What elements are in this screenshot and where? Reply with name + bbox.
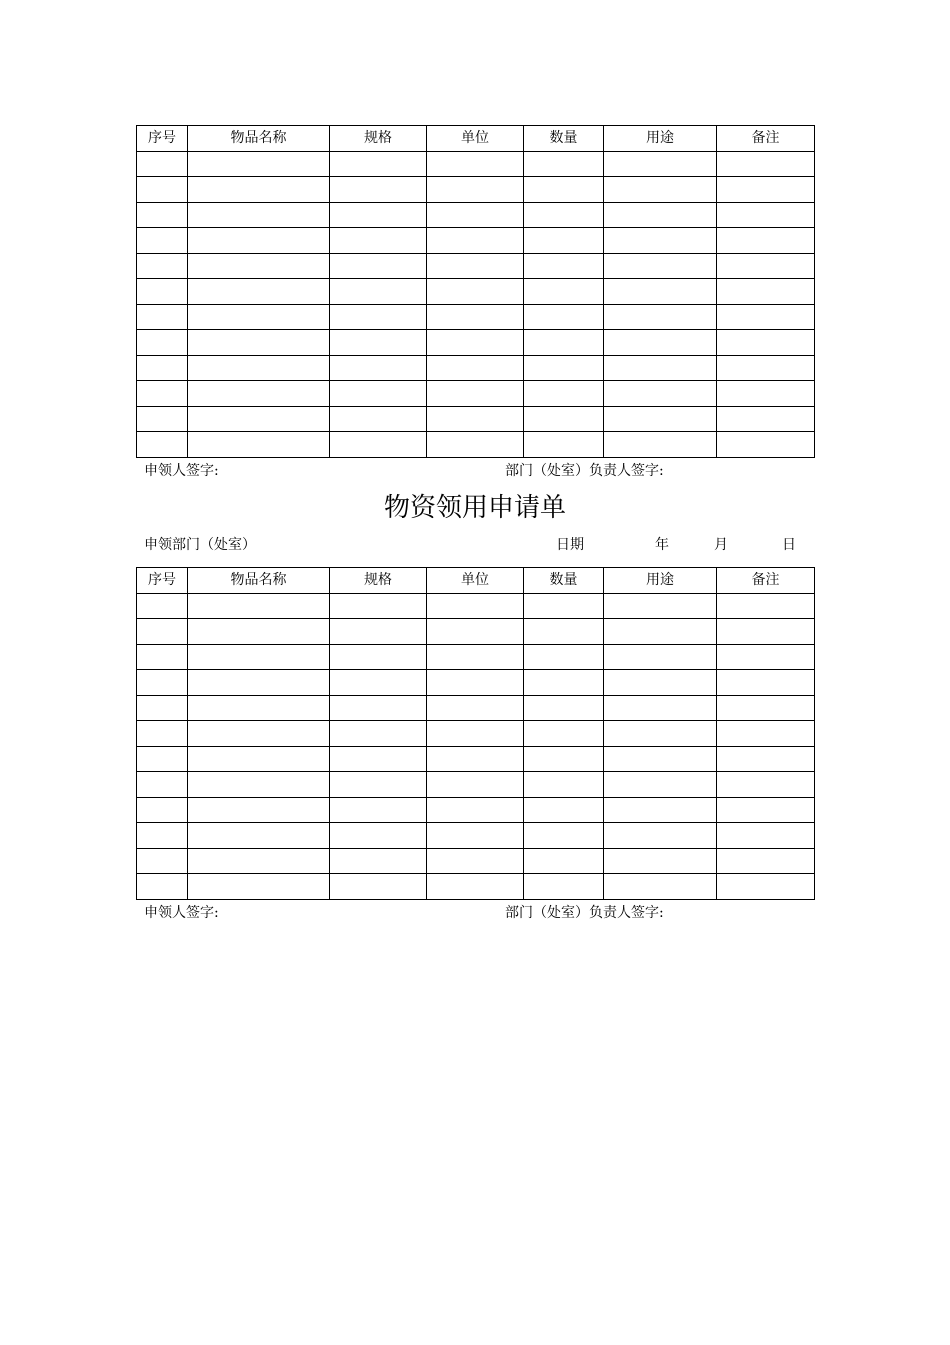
cell-index[interactable] xyxy=(137,823,188,849)
col-header-remarks: 备注 xyxy=(717,126,815,152)
cell-unit[interactable] xyxy=(427,619,524,645)
cell-purpose[interactable] xyxy=(604,644,717,670)
cell-spec[interactable] xyxy=(330,797,427,823)
col-header-index: 序号 xyxy=(137,126,188,152)
table-row xyxy=(137,874,815,900)
cell-unit[interactable] xyxy=(427,797,524,823)
month-label: 月 xyxy=(714,537,728,553)
cell-spec[interactable] xyxy=(330,644,427,670)
cell-purpose[interactable] xyxy=(604,670,717,696)
cell-quantity[interactable] xyxy=(524,253,604,279)
cell-remarks[interactable] xyxy=(717,304,815,330)
requisition-table-2 xyxy=(136,567,815,900)
cell-purpose[interactable] xyxy=(604,151,717,177)
table-header-row xyxy=(137,126,815,152)
cell-purpose[interactable] xyxy=(604,848,717,874)
head-signature-label-2: 部门（处室）负责人签字: xyxy=(505,905,664,921)
cell-purpose[interactable] xyxy=(604,721,717,747)
col-header-unit: 单位 xyxy=(427,126,524,152)
cell-index[interactable] xyxy=(137,330,188,356)
cell-remarks[interactable] xyxy=(717,797,815,823)
cell-spec[interactable] xyxy=(330,151,427,177)
cell-item-name[interactable] xyxy=(188,432,330,458)
cell-spec[interactable] xyxy=(330,619,427,645)
cell-spec[interactable] xyxy=(330,593,427,619)
cell-remarks[interactable] xyxy=(717,202,815,228)
table-row xyxy=(137,772,815,798)
cell-remarks[interactable] xyxy=(717,228,815,254)
cell-unit[interactable] xyxy=(427,593,524,619)
cell-remarks[interactable] xyxy=(717,355,815,381)
cell-unit[interactable] xyxy=(427,151,524,177)
cell-index[interactable] xyxy=(137,746,188,772)
table-row xyxy=(137,406,815,432)
cell-item-name[interactable] xyxy=(188,746,330,772)
cell-index[interactable] xyxy=(137,874,188,900)
cell-quantity[interactable] xyxy=(524,797,604,823)
cell-remarks[interactable] xyxy=(717,177,815,203)
cell-unit[interactable] xyxy=(427,355,524,381)
col-header-purpose: 用途 xyxy=(604,568,717,594)
cell-index[interactable] xyxy=(137,670,188,696)
cell-purpose[interactable] xyxy=(604,381,717,407)
cell-quantity[interactable] xyxy=(524,432,604,458)
cell-quantity[interactable] xyxy=(524,644,604,670)
cell-index[interactable] xyxy=(137,228,188,254)
cell-purpose[interactable] xyxy=(604,746,717,772)
cell-remarks[interactable] xyxy=(717,721,815,747)
department-label: 申领部门（处室） xyxy=(144,537,256,553)
cell-quantity[interactable] xyxy=(524,772,604,798)
col-header-unit: 单位 xyxy=(427,568,524,594)
cell-spec[interactable] xyxy=(330,670,427,696)
cell-unit[interactable] xyxy=(427,177,524,203)
form-title: 物资领用申请单 xyxy=(383,493,566,523)
cell-item-name[interactable] xyxy=(188,253,330,279)
cell-quantity[interactable] xyxy=(524,746,604,772)
cell-item-name[interactable] xyxy=(188,619,330,645)
day-label: 日 xyxy=(782,537,796,553)
cell-item-name[interactable] xyxy=(188,151,330,177)
cell-spec[interactable] xyxy=(330,432,427,458)
cell-quantity[interactable] xyxy=(524,304,604,330)
cell-quantity[interactable] xyxy=(524,848,604,874)
col-header-item-name: 物品名称 xyxy=(188,126,330,152)
cell-quantity[interactable] xyxy=(524,202,604,228)
table-header-row xyxy=(137,568,815,594)
cell-purpose[interactable] xyxy=(604,177,717,203)
cell-item-name[interactable] xyxy=(188,228,330,254)
cell-quantity[interactable] xyxy=(524,823,604,849)
cell-index[interactable] xyxy=(137,381,188,407)
cell-quantity[interactable] xyxy=(524,695,604,721)
col-header-index: 序号 xyxy=(137,568,188,594)
cell-quantity[interactable] xyxy=(524,874,604,900)
cell-spec[interactable] xyxy=(330,228,427,254)
col-header-quantity: 数量 xyxy=(524,568,604,594)
cell-remarks[interactable] xyxy=(717,746,815,772)
head-signature-label-1: 部门（处室）负责人签字: xyxy=(505,463,664,479)
cell-quantity[interactable] xyxy=(524,279,604,305)
cell-item-name[interactable] xyxy=(188,874,330,900)
cell-index[interactable] xyxy=(137,177,188,203)
col-header-remarks: 备注 xyxy=(717,568,815,594)
year-label: 年 xyxy=(655,537,669,553)
cell-item-name[interactable] xyxy=(188,797,330,823)
cell-spec[interactable] xyxy=(330,721,427,747)
table-row xyxy=(137,644,815,670)
cell-purpose[interactable] xyxy=(604,797,717,823)
cell-spec[interactable] xyxy=(330,406,427,432)
cell-unit[interactable] xyxy=(427,279,524,305)
cell-unit[interactable] xyxy=(427,721,524,747)
cell-spec[interactable] xyxy=(330,177,427,203)
cell-unit[interactable] xyxy=(427,695,524,721)
cell-quantity[interactable] xyxy=(524,151,604,177)
cell-unit[interactable] xyxy=(427,304,524,330)
cell-remarks[interactable] xyxy=(717,695,815,721)
table-row xyxy=(137,797,815,823)
cell-unit[interactable] xyxy=(427,381,524,407)
cell-remarks[interactable] xyxy=(717,644,815,670)
cell-quantity[interactable] xyxy=(524,721,604,747)
table-row xyxy=(137,619,815,645)
cell-remarks[interactable] xyxy=(717,823,815,849)
cell-unit[interactable] xyxy=(427,202,524,228)
cell-item-name[interactable] xyxy=(188,304,330,330)
cell-index[interactable] xyxy=(137,304,188,330)
cell-remarks[interactable] xyxy=(717,593,815,619)
table-body xyxy=(137,151,815,457)
cell-purpose[interactable] xyxy=(604,202,717,228)
cell-index[interactable] xyxy=(137,593,188,619)
cell-spec[interactable] xyxy=(330,330,427,356)
table-body xyxy=(137,593,815,899)
cell-purpose[interactable] xyxy=(604,406,717,432)
cell-quantity[interactable] xyxy=(524,355,604,381)
table-row xyxy=(137,593,815,619)
cell-item-name[interactable] xyxy=(188,695,330,721)
cell-spec[interactable] xyxy=(330,695,427,721)
cell-index[interactable] xyxy=(137,619,188,645)
cell-spec[interactable] xyxy=(330,874,427,900)
cell-spec[interactable] xyxy=(330,381,427,407)
cell-spec[interactable] xyxy=(330,746,427,772)
cell-spec[interactable] xyxy=(330,823,427,849)
cell-quantity[interactable] xyxy=(524,670,604,696)
cell-spec[interactable] xyxy=(330,279,427,305)
cell-remarks[interactable] xyxy=(717,279,815,305)
cell-spec[interactable] xyxy=(330,253,427,279)
cell-spec[interactable] xyxy=(330,202,427,228)
cell-index[interactable] xyxy=(137,202,188,228)
requisition-table-1 xyxy=(136,125,815,458)
col-header-item-name: 物品名称 xyxy=(188,568,330,594)
cell-unit[interactable] xyxy=(427,823,524,849)
cell-item-name[interactable] xyxy=(188,177,330,203)
table-row xyxy=(137,330,815,356)
cell-item-name[interactable] xyxy=(188,406,330,432)
cell-index[interactable] xyxy=(137,721,188,747)
cell-spec[interactable] xyxy=(330,304,427,330)
table-row xyxy=(137,695,815,721)
cell-unit[interactable] xyxy=(427,253,524,279)
col-header-spec: 规格 xyxy=(330,568,427,594)
cell-item-name[interactable] xyxy=(188,330,330,356)
cell-index[interactable] xyxy=(137,355,188,381)
cell-index[interactable] xyxy=(137,644,188,670)
cell-remarks[interactable] xyxy=(717,432,815,458)
col-header-spec: 规格 xyxy=(330,126,427,152)
cell-remarks[interactable] xyxy=(717,874,815,900)
cell-remarks[interactable] xyxy=(717,330,815,356)
cell-remarks[interactable] xyxy=(717,619,815,645)
cell-index[interactable] xyxy=(137,772,188,798)
cell-unit[interactable] xyxy=(427,670,524,696)
cell-index[interactable] xyxy=(137,253,188,279)
cell-purpose[interactable] xyxy=(604,695,717,721)
cell-item-name[interactable] xyxy=(188,848,330,874)
cell-unit[interactable] xyxy=(427,330,524,356)
col-header-purpose: 用途 xyxy=(604,126,717,152)
cell-quantity[interactable] xyxy=(524,593,604,619)
cell-index[interactable] xyxy=(137,848,188,874)
table-row xyxy=(137,746,815,772)
cell-remarks[interactable] xyxy=(717,381,815,407)
cell-spec[interactable] xyxy=(330,848,427,874)
cell-item-name[interactable] xyxy=(188,279,330,305)
table-row xyxy=(137,381,815,407)
cell-index[interactable] xyxy=(137,279,188,305)
applicant-signature-label-2: 申领人签字: xyxy=(144,905,219,921)
cell-purpose[interactable] xyxy=(604,823,717,849)
cell-unit[interactable] xyxy=(427,772,524,798)
date-label: 日期 xyxy=(556,537,584,553)
cell-index[interactable] xyxy=(137,797,188,823)
cell-unit[interactable] xyxy=(427,406,524,432)
col-header-quantity: 数量 xyxy=(524,126,604,152)
cell-purpose[interactable] xyxy=(604,593,717,619)
cell-item-name[interactable] xyxy=(188,772,330,798)
cell-remarks[interactable] xyxy=(717,848,815,874)
cell-spec[interactable] xyxy=(330,355,427,381)
cell-item-name[interactable] xyxy=(188,355,330,381)
cell-unit[interactable] xyxy=(427,848,524,874)
table-row xyxy=(137,279,815,305)
cell-purpose[interactable] xyxy=(604,330,717,356)
cell-remarks[interactable] xyxy=(717,253,815,279)
cell-unit[interactable] xyxy=(427,746,524,772)
table-row xyxy=(137,848,815,874)
cell-purpose[interactable] xyxy=(604,253,717,279)
table-row xyxy=(137,304,815,330)
cell-purpose[interactable] xyxy=(604,432,717,458)
cell-purpose[interactable] xyxy=(604,874,717,900)
table-row xyxy=(137,151,815,177)
cell-unit[interactable] xyxy=(427,228,524,254)
cell-quantity[interactable] xyxy=(524,177,604,203)
cell-item-name[interactable] xyxy=(188,644,330,670)
cell-unit[interactable] xyxy=(427,644,524,670)
cell-purpose[interactable] xyxy=(604,279,717,305)
table-row xyxy=(137,177,815,203)
cell-item-name[interactable] xyxy=(188,721,330,747)
cell-purpose[interactable] xyxy=(604,355,717,381)
cell-purpose[interactable] xyxy=(604,228,717,254)
cell-remarks[interactable] xyxy=(717,772,815,798)
cell-quantity[interactable] xyxy=(524,619,604,645)
cell-purpose[interactable] xyxy=(604,304,717,330)
cell-quantity[interactable] xyxy=(524,381,604,407)
cell-index[interactable] xyxy=(137,432,188,458)
table-row xyxy=(137,670,815,696)
table-row xyxy=(137,228,815,254)
cell-quantity[interactable] xyxy=(524,330,604,356)
cell-spec[interactable] xyxy=(330,772,427,798)
table-row xyxy=(137,355,815,381)
table-row xyxy=(137,202,815,228)
cell-purpose[interactable] xyxy=(604,619,717,645)
cell-index[interactable] xyxy=(137,151,188,177)
cell-unit[interactable] xyxy=(427,432,524,458)
cell-remarks[interactable] xyxy=(717,670,815,696)
cell-item-name[interactable] xyxy=(188,670,330,696)
cell-quantity[interactable] xyxy=(524,228,604,254)
cell-index[interactable] xyxy=(137,406,188,432)
table-row xyxy=(137,253,815,279)
cell-item-name[interactable] xyxy=(188,202,330,228)
cell-remarks[interactable] xyxy=(717,151,815,177)
cell-item-name[interactable] xyxy=(188,823,330,849)
table-row xyxy=(137,432,815,458)
cell-purpose[interactable] xyxy=(604,772,717,798)
table-row xyxy=(137,823,815,849)
table-row xyxy=(137,721,815,747)
cell-item-name[interactable] xyxy=(188,593,330,619)
cell-remarks[interactable] xyxy=(717,406,815,432)
cell-index[interactable] xyxy=(137,695,188,721)
cell-item-name[interactable] xyxy=(188,381,330,407)
cell-quantity[interactable] xyxy=(524,406,604,432)
cell-unit[interactable] xyxy=(427,874,524,900)
applicant-signature-label-1: 申领人签字: xyxy=(144,463,219,479)
